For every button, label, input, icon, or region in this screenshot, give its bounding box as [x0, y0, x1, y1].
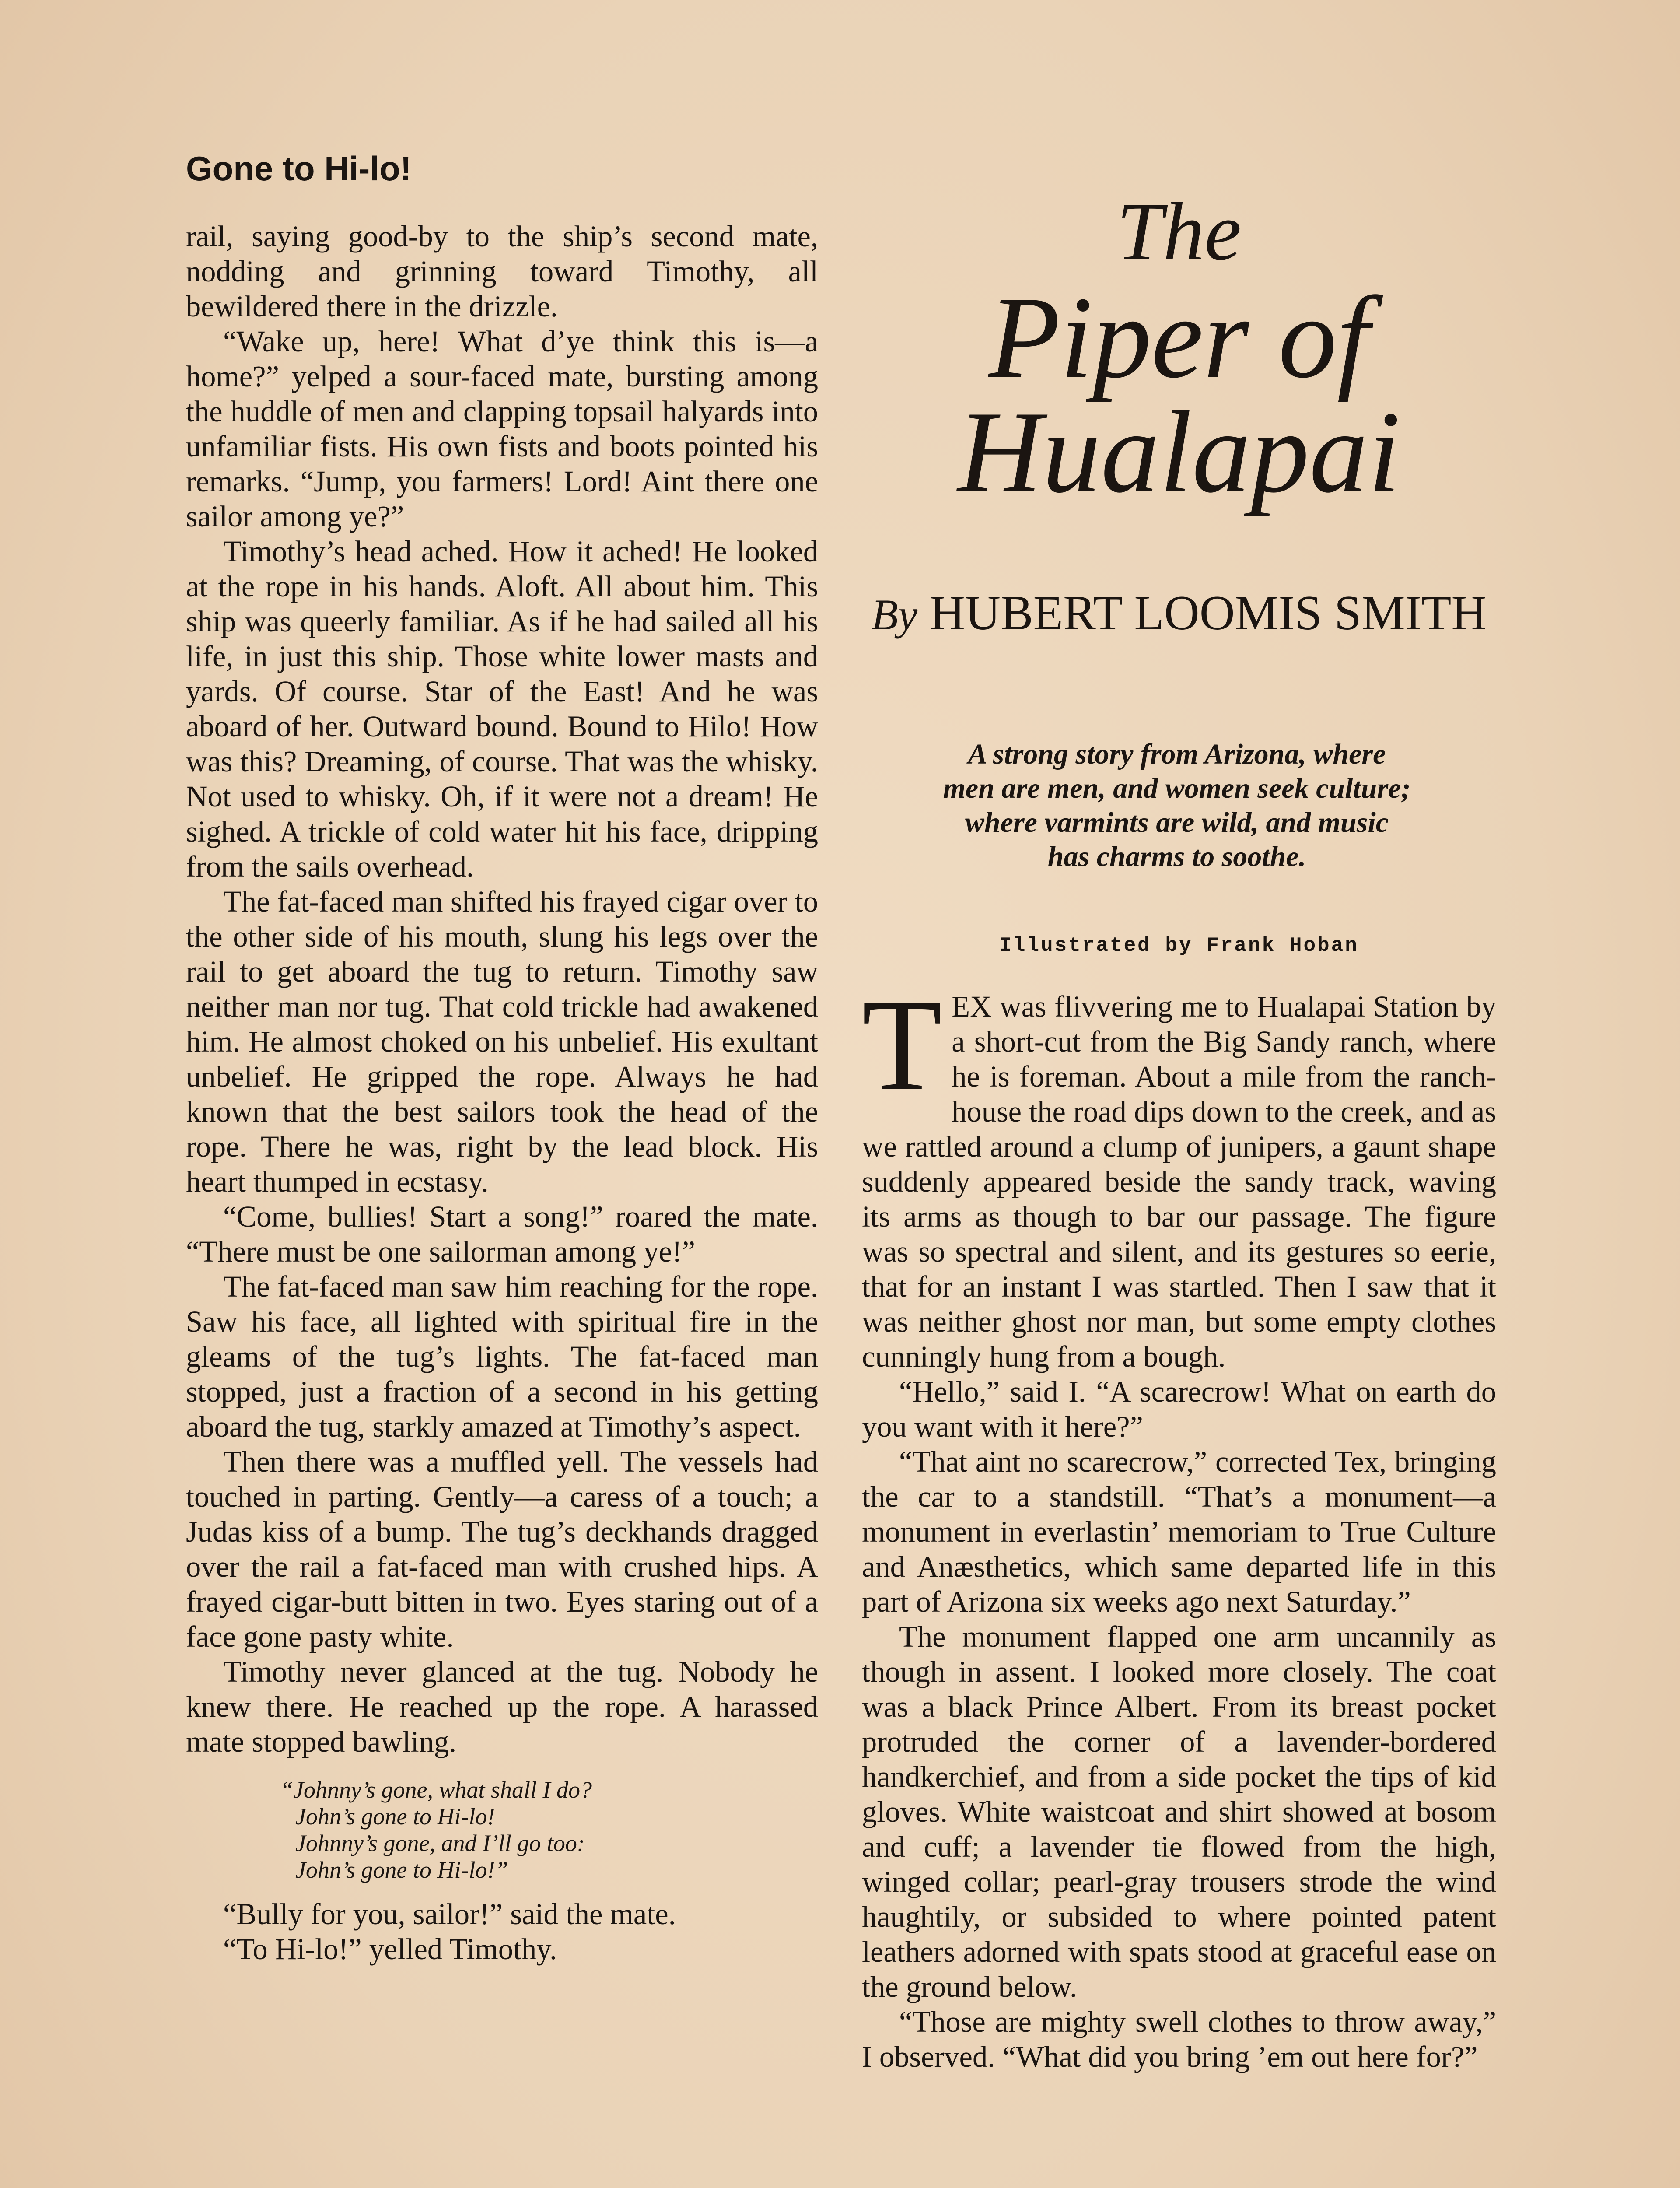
left-paragraph: The fat-faced man saw him reaching for the rope. Saw his face, all lighted with spiritual fire in the gleams of the tug’s lights. The fat-faced man stopped, just a fraction of a second in his getting aboard the tug, starkly amazed at Timothy’s aspect. — [186, 1270, 818, 1443]
left-paragraph: Timothy never glanced at the tug. Nobody he knew there. He reached up the rope. A harassed mate stopped bawling. — [186, 1655, 818, 1758]
story-deck: A strong story from Arizona, where men are men, and women seek culture; where varmints are wild, and music has charms to soothe. — [943, 738, 1411, 873]
byline — [858, 582, 1501, 646]
left-column — [186, 219, 818, 1967]
title-main: Piper of Hualapai — [957, 272, 1401, 517]
story-paragraph-text: EX was flivvering me to Hualapai Station by a short-cut from the Big Sandy ranch, where he is foreman. About a mile from the ranch-house the road dips down to the creek, and as we rattled around a clump of junipers, a gaunt shape suddenly appeared beside the sandy track, waving its arms as though to bar our passage. The figure was so spectral and silent, and its gestures so eerie, that for an instant I was startled. Then I saw that it was neither ghost nor man, but some empty clothes cunningly hung from a bough. — [862, 990, 1496, 1373]
left-paragraph: “Wake up, here! What d’ye think this is—a home?” yelped a sour-faced mate, bursting among the huddle of men and clapping topsail halyards into unfamiliar fists. His own fists and boots pointed his remarks. “Jump, you farmers! Lord! Aint there one sailor among ye?” — [186, 325, 818, 533]
verse-line: Johnny’s gone, and I’ll go too: — [295, 1830, 585, 1856]
song-verse — [280, 1777, 818, 1883]
verse-line: “Johnny’s gone, what shall I do? — [280, 1777, 592, 1803]
verse-line: John’s gone to Hi-lo!” — [295, 1857, 508, 1883]
left-paragraph: Then there was a muffled yell. The vessels had touched in parting. Gently—a caress of a touch; a Judas kiss of a bump. The tug’s deckhands dragged over the rail a fat-faced man with crushed hips. A frayed cigar-butt bitten in two. Eyes staring out of a face gone pasty white. — [186, 1445, 818, 1653]
left-paragraph: “Bully for you, sailor!” said the mate. — [223, 1897, 676, 1931]
title-the: The — [1116, 186, 1242, 278]
running-heading: Gone to Hi-lo! — [186, 149, 412, 188]
right-column — [862, 972, 1496, 2074]
story-paragraph: The monument flapped one arm uncannily as though in assent. I looked more closely. The coat was a black Prince Albert. From its breast pocket protruded the corner of a lavender-bordered handkerchief, and from a side pocket the tips of kid gloves. White waistcoat and shirt showed at bosom and cuff; a lavender tie flowed from the high, winged collar; pearl-gray trousers strode the wind haughtily, or subsided to where pointed patent leathers adorned with spats stood at graceful ease on the ground below. — [862, 1620, 1496, 2003]
story-paragraph: “Those are mighty swell clothes to throw away,” I observed. “What did you bring ’em out here for?” — [862, 2005, 1496, 2073]
left-paragraph: Timothy’s head ached. How it ached! He looked at the rope in his hands. Aloft. All about him. This ship was queerly familiar. As if he had sailed all his life, in just this ship. Those white lower masts and yards. Of course. Star of the East! And he was aboard of her. Outward bound. Bound to Hilo! How was this? Dreaming, of course. That was the whisky. Not used to whisky. Oh, if it were not a dream! He sighed. A trickle of cold water hit his face, dripping from the sails overhead. — [186, 535, 818, 883]
byline-by: By — [871, 590, 918, 639]
story-paragraph: “Hello,” said I. “A scarecrow! What on earth do you want with it here?” — [862, 1375, 1496, 1443]
author-name: HUBERT LOOMIS SMITH — [930, 586, 1487, 640]
story-title — [858, 184, 1501, 517]
left-paragraph: “To Hi-lo!” yelled Timothy. — [223, 1932, 557, 1966]
story-paragraph: “That aint no scarecrow,” corrected Tex, bringing the car to a standstill. “That’s a monument—a monument in everlastin’ memoriam to True Culture and Anæsthetics, which same departed life in this part of Arizona six weeks ago next Saturday.” — [862, 1445, 1496, 1618]
illustrator-credit: Illustrated by Frank Hoban — [999, 934, 1359, 957]
verse-line: John’s gone to Hi-lo! — [295, 1803, 495, 1830]
left-paragraph: “Come, bullies! Start a song!” roared the mate. “There must be one sailorman among ye!” — [186, 1200, 818, 1268]
story-paragraph — [862, 972, 1496, 1374]
drop-cap: T — [862, 972, 942, 1118]
left-paragraph: rail, saying good-by to the ship’s second mate, nodding and grinning toward Timothy, all bewildered there in the drizzle. — [186, 220, 818, 323]
left-paragraph: The fat-faced man shifted his frayed cigar over to the other side of his mouth, slung his legs over the rail to get aboard the tug to return. Timothy saw neither man nor tug. That cold trickle had awakened him. He almost choked on his unbelief. His exultant unbelief. He gripped the rope. Always he had known that the best sailors took the head of the rope. There he was, right by the lead block. His heart thumped in ecstasy. — [186, 885, 818, 1198]
